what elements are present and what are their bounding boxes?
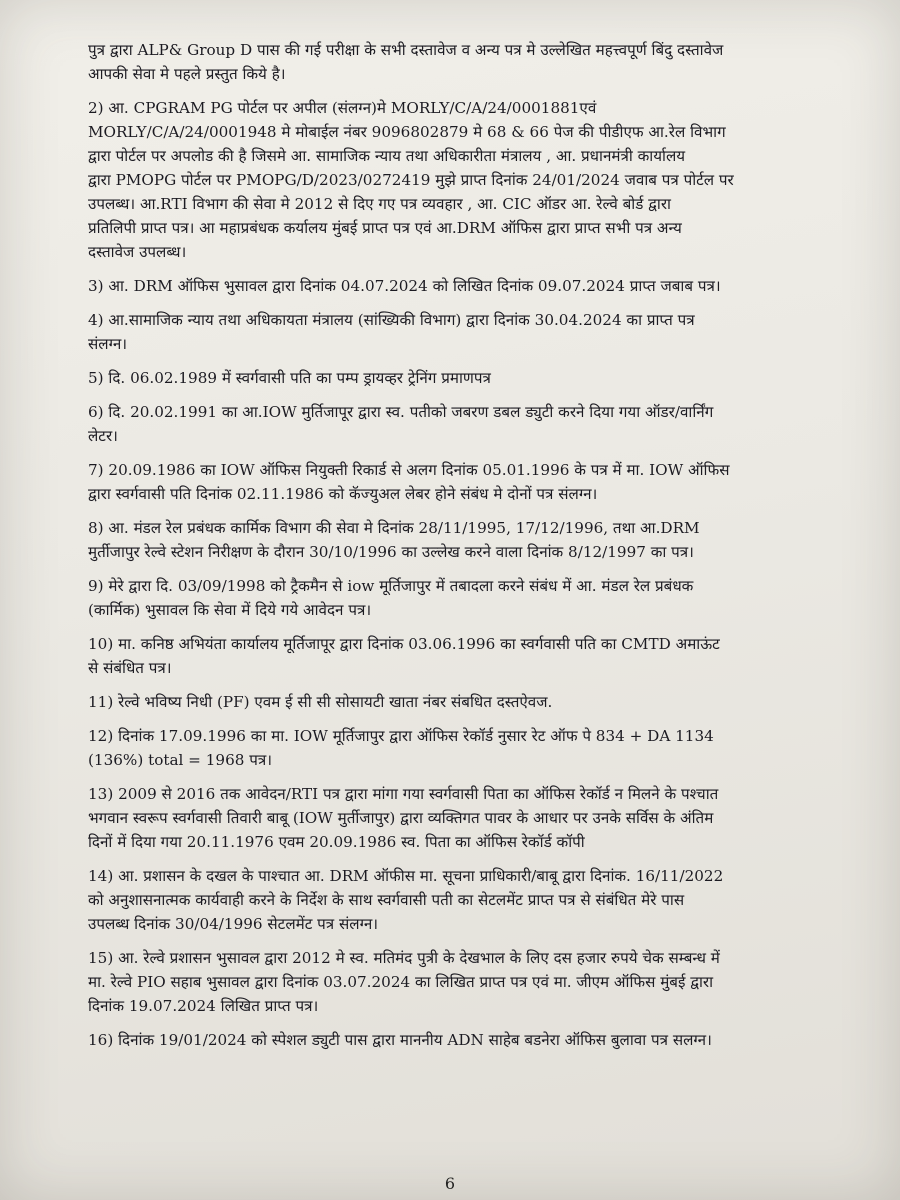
text-line: 11) रेल्वे भविष्य निधी (PF) एवम ई सी सी सोसायटी खाता नंबर संबधित दस्तऐवज.	[88, 693, 553, 711]
text-line: 6) दि. 20.02.1991 का आ.IOW मुर्तिजापूर द्वारा स्व. पतीको जबरण डबल ड्युटी करने दिया गया ऑडर/वार्निंग	[88, 403, 714, 421]
list-item	[88, 366, 842, 390]
text-line: 5) दि. 06.02.1989 में स्वर्गवासी पति का पम्प ड्रायव्हर ट्रेनिंग प्रमाणपत्र	[88, 369, 491, 387]
text-line: मा. रेल्वे PIO सहाब भुसावल द्वारा दिनांक 03.07.2024 का लिखित प्राप्त पत्र एवं मा. जीएम ऑफिस मुंबई द्वारा	[88, 973, 714, 991]
text-line: प्रतिलिपी प्राप्त पत्र। आ महाप्रबंधक कर्यालय मुंबई प्राप्त पत्र एवं आ.DRM ऑफिस द्वारा प्राप्त सभी पत्र अन्य	[88, 219, 682, 237]
list-item	[88, 96, 842, 264]
list-item	[88, 574, 842, 622]
text-line: उपलब्ध दिनांक 30/04/1996 सेटलमेंट पत्र संलग्न।	[88, 915, 379, 933]
text-line: दस्तावेज उपलब्ध।	[88, 243, 187, 261]
list-item	[88, 690, 842, 714]
text-line: 3) आ. DRM ऑफिस भुसावल द्वारा दिनांक 04.07.2024 को लिखित दिनांक 09.07.2024 प्राप्त जबाब पत्र।	[88, 277, 721, 295]
text-line: द्वारा स्वर्गवासी पति दिनांक 02.11.1986 को कॅज्युअल लेबर होने संबंध मे दोनों पत्र संलग्न।	[88, 485, 598, 503]
text-line: लेटर।	[88, 427, 118, 445]
text-line: 10) मा. कनिष्ठ अभियंता कार्यालय मूर्तिजापूर द्वारा दिनांक 03.06.1996 का स्वर्गवासी पति का CMTD अमाऊंट	[88, 635, 720, 653]
list-item	[88, 400, 842, 448]
text-line: 7) 20.09.1986 का IOW ऑफिस नियुक्ती रिकार्ड से अलग दिनांक 05.01.1996 के पत्र में मा. IOW ऑफिस	[88, 461, 730, 479]
text-line: 12) दिनांक 17.09.1996 का मा. IOW मूर्तिजापुर द्वारा ऑफिस रेकॉर्ड नुसार रेट ऑफ पे 834 + DA 1134	[88, 727, 714, 745]
text-line: 15) आ. रेल्वे प्रशासन भुसावल द्वारा 2012 मे स्व. मतिमंद पुत्री के देखभाल के लिए दस हजार रुपये चेक सम्बन्ध में	[88, 949, 720, 967]
list-item	[88, 864, 842, 936]
text-line: (136%) total = 1968 पत्र।	[88, 751, 272, 769]
text-line: 14) आ. प्रशासन के दखल के पाश्चात आ. DRM ऑफीस मा. सूचना प्राधिकारी/बाबू द्वारा दिनांक. 16/11/2022	[88, 867, 724, 885]
text-line: आपकी सेवा मे पहले प्रस्तुत किये है।	[88, 65, 286, 83]
document-body	[88, 38, 842, 1052]
text-line: 2) आ. CPGRAM PG पोर्टल पर अपील (संलग्न)मे MORLY/C/A/24/0001881एवं	[88, 99, 597, 117]
list-item	[88, 632, 842, 680]
list-item	[88, 724, 842, 772]
text-line: (कार्मिक) भुसावल कि सेवा में दिये गये आवेदन पत्र।	[88, 601, 372, 619]
text-line: संलग्न।	[88, 335, 128, 353]
list-item	[88, 458, 842, 506]
text-line: उपलब्ध। आ.RTI विभाग की सेवा मे 2012 से दिए गए पत्र व्यवहार , आ. CIC ऑडर आ. रेल्वे बोर्ड द्वारा	[88, 195, 671, 213]
text-line: MORLY/C/A/24/0001948 मे मोबाईल नंबर 9096802879 मे 68 & 66 पेज की पीडीएफ आ.रेल विभाग	[88, 123, 726, 141]
text-line: भगवान स्वरूप स्वर्गवासी तिवारी बाबू (IOW मुर्तीजापुर) द्वारा व्यक्तिगत पावर के आधार पर उनके सर्विस के अंतिम	[88, 809, 714, 827]
list-item	[88, 946, 842, 1018]
text-line: को अनुशासनात्मक कार्यवाही करने के निर्देश के साथ स्वर्गवासी पती का सेटलमेंट प्राप्त पत्र से संबंधित मेरे पास	[88, 891, 685, 909]
text-line: 8) आ. मंडल रेल प्रबंधक कार्मिक विभाग की सेवा मे दिनांक 28/11/1995, 17/12/1996, तथा आ.DRM	[88, 519, 700, 537]
text-line: 9) मेरे द्वारा दि. 03/09/1998 को ट्रैकमैन से iow मूर्तिजापुर में तबादला करने संबंध में आ. मंडल रेल प्रबंधक	[88, 577, 694, 595]
list-item	[88, 782, 842, 854]
text-line: 4) आ.सामाजिक न्याय तथा अधिकायता मंत्रालय (सांख्यिकी विभाग) द्वारा दिनांक 30.04.2024 का प्राप्त पत्र	[88, 311, 695, 329]
list-item	[88, 1028, 842, 1052]
text-line: द्वारा PMOPG पोर्टल पर PMOPG/D/2023/0272419 मुझे प्राप्त दिनांक 24/01/2024 जवाब पत्र पोर्टल पर	[88, 171, 734, 189]
text-line: दिनों में दिया गया 20.11.1976 एवम 20.09.1986 स्व. पिता का ऑफिस रेकॉर्ड कॉपी	[88, 833, 585, 851]
text-line: मुर्तीजापुर रेल्वे स्टेशन निरीक्षण के दौरान 30/10/1996 का उल्लेख करने वाला दिनांक 8/12/1997 का पत्र।	[88, 543, 694, 561]
list-item	[88, 516, 842, 564]
text-line: दिनांक 19.07.2024 लिखित प्राप्त पत्र।	[88, 997, 319, 1015]
page-number: 6	[444, 1174, 456, 1193]
list-item	[88, 274, 842, 298]
text-line: से संबंधित पत्र।	[88, 659, 172, 677]
list-item	[88, 38, 842, 86]
text-line: पुत्र द्वारा ALP& Group D पास की गई परीक्षा के सभी दस्तावेज व अन्य पत्र मे उल्लेखित महत्त्वपूर्ण बिंदु दस्तावेज	[88, 41, 724, 59]
text-line: 16) दिनांक 19/01/2024 को स्पेशल ड्युटी पास द्वारा माननीय ADN साहेब बडनेरा ऑफिस बुलावा पत्र सलग्न।	[88, 1031, 712, 1049]
list-item	[88, 308, 842, 356]
text-line: 13) 2009 से 2016 तक आवेदन/RTI पत्र द्वारा मांगा गया स्वर्गवासी पिता का ऑफिस रेकॉर्ड न मिलने के पश्चात	[88, 785, 719, 803]
text-line: द्वारा पोर्टल पर अपलोड की है जिसमे आ. सामाजिक न्याय तथा अधिकारीता मंत्रालय , आ. प्रधानमंत्री कार्यालय	[88, 147, 686, 165]
